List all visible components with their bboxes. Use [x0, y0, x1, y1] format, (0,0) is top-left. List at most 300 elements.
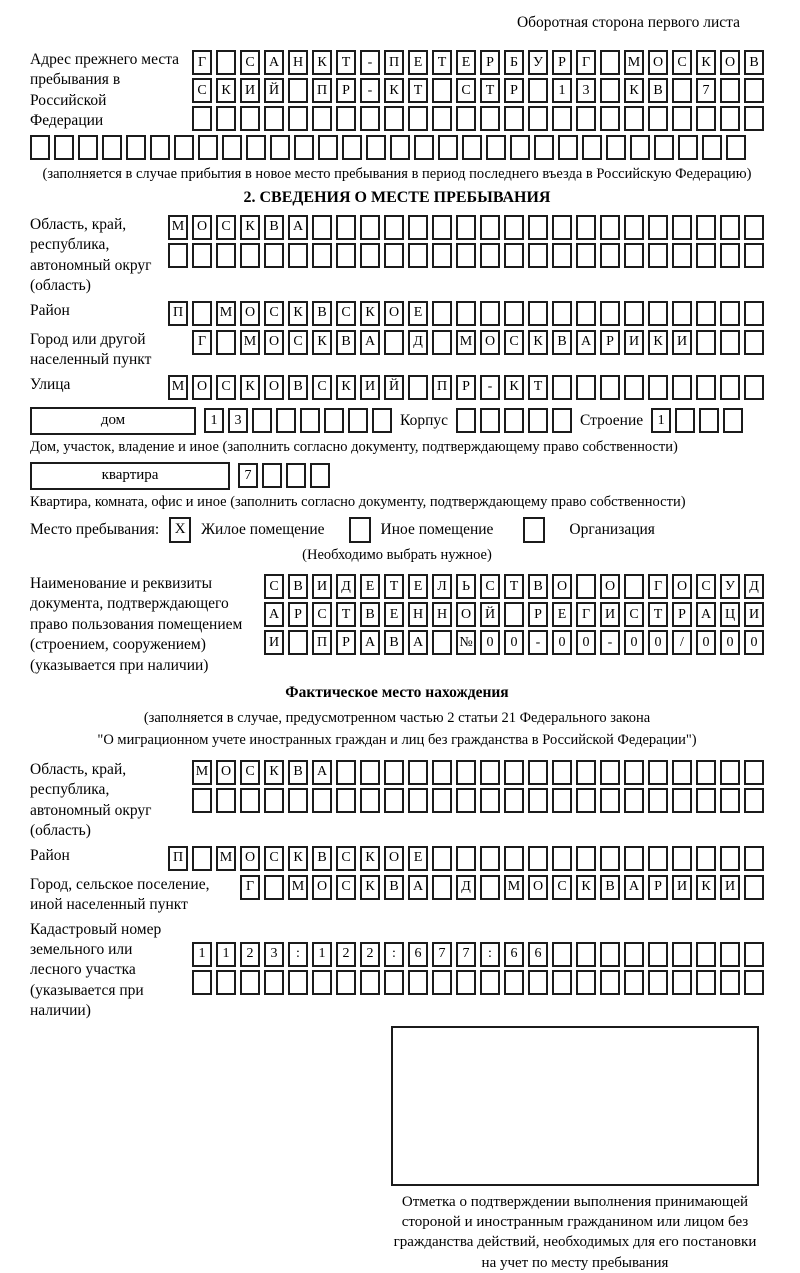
form-cell[interactable]: [480, 875, 500, 900]
form-cell[interactable]: 7: [456, 942, 476, 967]
form-cell[interactable]: [408, 970, 428, 995]
form-cell[interactable]: [432, 970, 452, 995]
form-cell[interactable]: [558, 135, 578, 160]
stroenie-cells[interactable]: [651, 408, 743, 433]
form-cell[interactable]: [432, 788, 452, 813]
form-cell[interactable]: [312, 243, 332, 268]
form-cell[interactable]: [582, 135, 602, 160]
form-cell[interactable]: 0: [648, 630, 668, 655]
form-cell[interactable]: [432, 215, 452, 240]
actual-region-cells-row-2[interactable]: [192, 788, 764, 813]
form-cell[interactable]: [192, 788, 212, 813]
form-cell[interactable]: [504, 301, 524, 326]
form-cell[interactable]: [672, 970, 692, 995]
form-cell[interactable]: [624, 760, 644, 785]
form-cell[interactable]: [360, 215, 380, 240]
form-cell[interactable]: Т: [336, 602, 356, 627]
form-cell[interactable]: К: [528, 330, 548, 355]
form-cell[interactable]: В: [384, 875, 404, 900]
form-cell[interactable]: [624, 574, 644, 599]
house-number-cells[interactable]: [204, 408, 392, 433]
prev-address-cells-row-2[interactable]: [192, 78, 764, 103]
form-cell[interactable]: [672, 215, 692, 240]
form-cell[interactable]: 1: [192, 942, 212, 967]
form-cell[interactable]: [262, 463, 282, 488]
form-cell[interactable]: И: [360, 375, 380, 400]
form-cell[interactable]: [720, 215, 740, 240]
form-cell[interactable]: [102, 135, 122, 160]
form-cell[interactable]: [324, 408, 344, 433]
form-cell[interactable]: О: [240, 846, 260, 871]
form-cell[interactable]: [456, 846, 476, 871]
form-cell[interactable]: [312, 970, 332, 995]
form-cell[interactable]: [696, 942, 716, 967]
form-cell[interactable]: А: [576, 330, 596, 355]
form-cell[interactable]: Р: [504, 78, 524, 103]
form-cell[interactable]: [696, 970, 716, 995]
form-cell[interactable]: [216, 970, 236, 995]
form-cell[interactable]: [720, 846, 740, 871]
form-cell[interactable]: У: [720, 574, 740, 599]
form-cell[interactable]: А: [408, 875, 428, 900]
form-cell[interactable]: [720, 942, 740, 967]
form-cell[interactable]: Н: [288, 50, 308, 75]
form-cell[interactable]: 7: [238, 463, 258, 488]
form-cell[interactable]: [648, 106, 668, 131]
form-cell[interactable]: [240, 106, 260, 131]
form-cell[interactable]: [672, 78, 692, 103]
form-cell[interactable]: [288, 970, 308, 995]
form-cell[interactable]: Р: [600, 330, 620, 355]
form-cell[interactable]: [672, 106, 692, 131]
form-cell[interactable]: [438, 135, 458, 160]
form-cell[interactable]: [552, 760, 572, 785]
form-cell[interactable]: [528, 215, 548, 240]
form-cell[interactable]: 0: [744, 630, 764, 655]
form-cell[interactable]: С: [336, 875, 356, 900]
form-cell[interactable]: В: [600, 875, 620, 900]
form-cell[interactable]: Т: [528, 375, 548, 400]
form-cell[interactable]: Р: [456, 375, 476, 400]
form-cell[interactable]: [654, 135, 674, 160]
form-cell[interactable]: [348, 408, 368, 433]
form-cell[interactable]: [480, 846, 500, 871]
form-cell[interactable]: 0: [696, 630, 716, 655]
form-cell[interactable]: [744, 760, 764, 785]
form-cell[interactable]: Й: [384, 375, 404, 400]
form-cell[interactable]: -: [528, 630, 548, 655]
form-cell[interactable]: 3: [264, 942, 284, 967]
form-cell[interactable]: [696, 846, 716, 871]
form-cell[interactable]: В: [528, 574, 548, 599]
form-cell[interactable]: О: [312, 875, 332, 900]
form-cell[interactable]: [318, 135, 338, 160]
form-cell[interactable]: [744, 875, 764, 900]
form-cell[interactable]: И: [672, 875, 692, 900]
form-cell[interactable]: [216, 330, 236, 355]
form-cell[interactable]: П: [384, 50, 404, 75]
form-cell[interactable]: [408, 375, 428, 400]
form-cell[interactable]: [432, 243, 452, 268]
district-cells[interactable]: [168, 301, 764, 326]
form-cell[interactable]: [264, 243, 284, 268]
form-cell[interactable]: П: [312, 78, 332, 103]
form-cell[interactable]: [552, 106, 572, 131]
form-cell[interactable]: [648, 788, 668, 813]
form-cell[interactable]: [432, 78, 452, 103]
form-cell[interactable]: [720, 970, 740, 995]
form-cell[interactable]: [480, 408, 500, 433]
form-cell[interactable]: [552, 942, 572, 967]
form-cell[interactable]: В: [312, 846, 332, 871]
form-cell[interactable]: К: [696, 50, 716, 75]
form-cell[interactable]: [576, 970, 596, 995]
region-cells-row-1[interactable]: [168, 215, 764, 240]
form-cell[interactable]: [720, 375, 740, 400]
cadastral-cells-row-2[interactable]: [192, 970, 764, 995]
form-cell[interactable]: [288, 243, 308, 268]
city-cells[interactable]: [192, 330, 764, 355]
form-cell[interactable]: [744, 375, 764, 400]
form-cell[interactable]: [576, 942, 596, 967]
form-cell[interactable]: [384, 215, 404, 240]
form-cell[interactable]: [78, 135, 98, 160]
form-cell[interactable]: [336, 243, 356, 268]
form-cell[interactable]: Д: [408, 330, 428, 355]
form-cell[interactable]: О: [648, 50, 668, 75]
form-cell[interactable]: [432, 630, 452, 655]
form-cell[interactable]: [600, 106, 620, 131]
form-cell[interactable]: [480, 788, 500, 813]
form-cell[interactable]: 0: [720, 630, 740, 655]
form-cell[interactable]: 6: [528, 942, 548, 967]
form-cell[interactable]: В: [336, 330, 356, 355]
form-cell[interactable]: [336, 760, 356, 785]
form-cell[interactable]: Р: [336, 630, 356, 655]
form-cell[interactable]: [192, 970, 212, 995]
form-cell[interactable]: К: [504, 375, 524, 400]
form-cell[interactable]: К: [648, 330, 668, 355]
form-cell[interactable]: [192, 243, 212, 268]
form-cell[interactable]: [624, 970, 644, 995]
form-cell[interactable]: [192, 846, 212, 871]
checkbox-organization[interactable]: [523, 517, 545, 543]
form-cell[interactable]: [672, 301, 692, 326]
form-cell[interactable]: [270, 135, 290, 160]
form-cell[interactable]: [576, 375, 596, 400]
form-cell[interactable]: [552, 846, 572, 871]
form-cell[interactable]: [552, 408, 572, 433]
form-cell[interactable]: [528, 760, 548, 785]
form-cell[interactable]: [552, 375, 572, 400]
form-cell[interactable]: [240, 970, 260, 995]
form-cell[interactable]: [648, 760, 668, 785]
form-cell[interactable]: [672, 243, 692, 268]
form-cell[interactable]: [528, 970, 548, 995]
form-cell[interactable]: [30, 135, 50, 160]
form-cell[interactable]: [504, 788, 524, 813]
form-cell[interactable]: 1: [312, 942, 332, 967]
form-cell[interactable]: [576, 301, 596, 326]
form-cell[interactable]: [624, 846, 644, 871]
form-cell[interactable]: К: [216, 78, 236, 103]
form-cell[interactable]: Р: [288, 602, 308, 627]
form-cell[interactable]: [432, 760, 452, 785]
form-cell[interactable]: [744, 215, 764, 240]
form-cell[interactable]: М: [216, 301, 236, 326]
form-cell[interactable]: К: [360, 875, 380, 900]
form-cell[interactable]: [246, 135, 266, 160]
form-cell[interactable]: [672, 375, 692, 400]
form-cell[interactable]: [168, 243, 188, 268]
form-cell[interactable]: О: [480, 330, 500, 355]
prev-address-cells-row-4[interactable]: [30, 135, 764, 160]
form-cell[interactable]: М: [504, 875, 524, 900]
form-cell[interactable]: [504, 215, 524, 240]
form-cell[interactable]: [528, 408, 548, 433]
form-cell[interactable]: И: [264, 630, 284, 655]
form-cell[interactable]: С: [672, 50, 692, 75]
form-cell[interactable]: [384, 330, 404, 355]
form-cell[interactable]: [456, 301, 476, 326]
form-cell[interactable]: М: [216, 846, 236, 871]
form-cell[interactable]: /: [672, 630, 692, 655]
form-cell[interactable]: [384, 243, 404, 268]
form-cell[interactable]: [720, 330, 740, 355]
form-cell[interactable]: [744, 301, 764, 326]
form-cell[interactable]: А: [408, 630, 428, 655]
form-cell[interactable]: [408, 788, 428, 813]
form-cell[interactable]: [720, 760, 740, 785]
form-cell[interactable]: Р: [672, 602, 692, 627]
form-cell[interactable]: Е: [552, 602, 572, 627]
form-cell[interactable]: [552, 301, 572, 326]
form-cell[interactable]: Т: [480, 78, 500, 103]
form-cell[interactable]: [723, 408, 743, 433]
form-cell[interactable]: К: [696, 875, 716, 900]
form-cell[interactable]: [744, 243, 764, 268]
form-cell[interactable]: [576, 574, 596, 599]
form-cell[interactable]: К: [288, 301, 308, 326]
form-cell[interactable]: С: [264, 574, 284, 599]
form-cell[interactable]: С: [336, 846, 356, 871]
form-cell[interactable]: [696, 301, 716, 326]
form-cell[interactable]: Г: [192, 50, 212, 75]
form-cell[interactable]: 0: [552, 630, 572, 655]
form-cell[interactable]: С: [288, 330, 308, 355]
form-cell[interactable]: [174, 135, 194, 160]
form-cell[interactable]: Т: [384, 574, 404, 599]
form-cell[interactable]: [384, 760, 404, 785]
actual-district-cells[interactable]: [168, 846, 764, 871]
form-cell[interactable]: А: [312, 760, 332, 785]
form-cell[interactable]: [702, 135, 722, 160]
form-cell[interactable]: [648, 846, 668, 871]
form-cell[interactable]: К: [240, 215, 260, 240]
form-cell[interactable]: [432, 301, 452, 326]
prev-address-cells-row-3[interactable]: [192, 106, 764, 131]
form-cell[interactable]: [408, 106, 428, 131]
form-cell[interactable]: [486, 135, 506, 160]
form-cell[interactable]: [696, 788, 716, 813]
form-cell[interactable]: [456, 760, 476, 785]
form-cell[interactable]: :: [384, 942, 404, 967]
form-cell[interactable]: [264, 970, 284, 995]
form-cell[interactable]: [288, 78, 308, 103]
form-cell[interactable]: С: [192, 78, 212, 103]
form-cell[interactable]: [504, 846, 524, 871]
form-cell[interactable]: [54, 135, 74, 160]
form-cell[interactable]: [552, 970, 572, 995]
form-cell[interactable]: [576, 215, 596, 240]
form-cell[interactable]: Р: [528, 602, 548, 627]
form-cell[interactable]: К: [336, 375, 356, 400]
form-cell[interactable]: М: [168, 375, 188, 400]
form-cell[interactable]: Л: [432, 574, 452, 599]
form-cell[interactable]: 0: [480, 630, 500, 655]
form-cell[interactable]: [624, 942, 644, 967]
form-cell[interactable]: С: [552, 875, 572, 900]
form-cell[interactable]: [414, 135, 434, 160]
form-cell[interactable]: [286, 463, 306, 488]
form-cell[interactable]: Р: [552, 50, 572, 75]
form-cell[interactable]: [528, 301, 548, 326]
form-cell[interactable]: П: [432, 375, 452, 400]
form-cell[interactable]: [288, 788, 308, 813]
prev-address-cells-row-1[interactable]: [192, 50, 764, 75]
apartment-type-box[interactable]: квартира: [30, 462, 230, 490]
form-cell[interactable]: [624, 375, 644, 400]
form-cell[interactable]: [126, 135, 146, 160]
form-cell[interactable]: [480, 970, 500, 995]
form-cell[interactable]: 6: [408, 942, 428, 967]
form-cell[interactable]: Е: [456, 50, 476, 75]
form-cell[interactable]: А: [288, 215, 308, 240]
form-cell[interactable]: М: [456, 330, 476, 355]
form-cell[interactable]: 1: [204, 408, 224, 433]
document-cells-row-1[interactable]: [264, 574, 764, 599]
form-cell[interactable]: [360, 243, 380, 268]
form-cell[interactable]: П: [168, 846, 188, 871]
form-cell[interactable]: 0: [576, 630, 596, 655]
form-cell[interactable]: [552, 788, 572, 813]
form-cell[interactable]: [432, 875, 452, 900]
form-cell[interactable]: [600, 301, 620, 326]
form-cell[interactable]: 1: [552, 78, 572, 103]
form-cell[interactable]: Й: [480, 602, 500, 627]
form-cell[interactable]: Р: [336, 78, 356, 103]
form-cell[interactable]: [744, 846, 764, 871]
form-cell[interactable]: М: [240, 330, 260, 355]
form-cell[interactable]: К: [312, 50, 332, 75]
form-cell[interactable]: [480, 301, 500, 326]
form-cell[interactable]: [216, 788, 236, 813]
form-cell[interactable]: [288, 106, 308, 131]
form-cell[interactable]: С: [456, 78, 476, 103]
form-cell[interactable]: Р: [480, 50, 500, 75]
form-cell[interactable]: Д: [744, 574, 764, 599]
form-cell[interactable]: А: [264, 602, 284, 627]
form-cell[interactable]: К: [360, 301, 380, 326]
form-cell[interactable]: [336, 106, 356, 131]
form-cell[interactable]: [528, 846, 548, 871]
form-cell[interactable]: [600, 788, 620, 813]
form-cell[interactable]: [648, 375, 668, 400]
form-cell[interactable]: О: [240, 301, 260, 326]
form-cell[interactable]: Г: [576, 50, 596, 75]
form-cell[interactable]: А: [264, 50, 284, 75]
actual-region-cells-row-1[interactable]: [192, 760, 764, 785]
form-cell[interactable]: [696, 375, 716, 400]
form-cell[interactable]: К: [384, 78, 404, 103]
form-cell[interactable]: И: [240, 78, 260, 103]
form-cell[interactable]: [222, 135, 242, 160]
form-cell[interactable]: [576, 106, 596, 131]
form-cell[interactable]: [288, 630, 308, 655]
document-cells-row-3[interactable]: [264, 630, 764, 655]
form-cell[interactable]: [240, 243, 260, 268]
form-cell[interactable]: Т: [336, 50, 356, 75]
form-cell[interactable]: И: [744, 602, 764, 627]
form-cell[interactable]: [360, 970, 380, 995]
form-cell[interactable]: Т: [432, 50, 452, 75]
form-cell[interactable]: [600, 942, 620, 967]
form-cell[interactable]: [600, 215, 620, 240]
form-cell[interactable]: [456, 243, 476, 268]
form-cell[interactable]: Е: [360, 574, 380, 599]
form-cell[interactable]: С: [264, 846, 284, 871]
form-cell[interactable]: С: [240, 760, 260, 785]
form-cell[interactable]: [552, 243, 572, 268]
form-cell[interactable]: [252, 408, 272, 433]
cadastral-cells-row-1[interactable]: [192, 942, 764, 967]
form-cell[interactable]: [648, 215, 668, 240]
form-cell[interactable]: [720, 243, 740, 268]
form-cell[interactable]: В: [288, 760, 308, 785]
form-cell[interactable]: [528, 106, 548, 131]
form-cell[interactable]: [264, 875, 284, 900]
form-cell[interactable]: Ц: [720, 602, 740, 627]
form-cell[interactable]: Д: [336, 574, 356, 599]
form-cell[interactable]: [576, 243, 596, 268]
form-cell[interactable]: Е: [408, 846, 428, 871]
form-cell[interactable]: [678, 135, 698, 160]
form-cell[interactable]: С: [216, 375, 236, 400]
checkbox-other-premises[interactable]: [349, 517, 371, 543]
form-cell[interactable]: [372, 408, 392, 433]
actual-city-cells[interactable]: [240, 875, 764, 900]
form-cell[interactable]: С: [480, 574, 500, 599]
checkbox-residential[interactable]: X: [169, 517, 191, 543]
form-cell[interactable]: С: [240, 50, 260, 75]
form-cell[interactable]: [672, 788, 692, 813]
form-cell[interactable]: [600, 760, 620, 785]
form-cell[interactable]: С: [624, 602, 644, 627]
form-cell[interactable]: Н: [408, 602, 428, 627]
form-cell[interactable]: 2: [336, 942, 356, 967]
form-cell[interactable]: [336, 970, 356, 995]
form-cell[interactable]: М: [192, 760, 212, 785]
form-cell[interactable]: [744, 106, 764, 131]
form-cell[interactable]: [528, 243, 548, 268]
form-cell[interactable]: [264, 788, 284, 813]
form-cell[interactable]: [240, 788, 260, 813]
form-cell[interactable]: [744, 970, 764, 995]
form-cell[interactable]: В: [384, 630, 404, 655]
form-cell[interactable]: М: [288, 875, 308, 900]
form-cell[interactable]: К: [360, 846, 380, 871]
form-cell[interactable]: А: [624, 875, 644, 900]
